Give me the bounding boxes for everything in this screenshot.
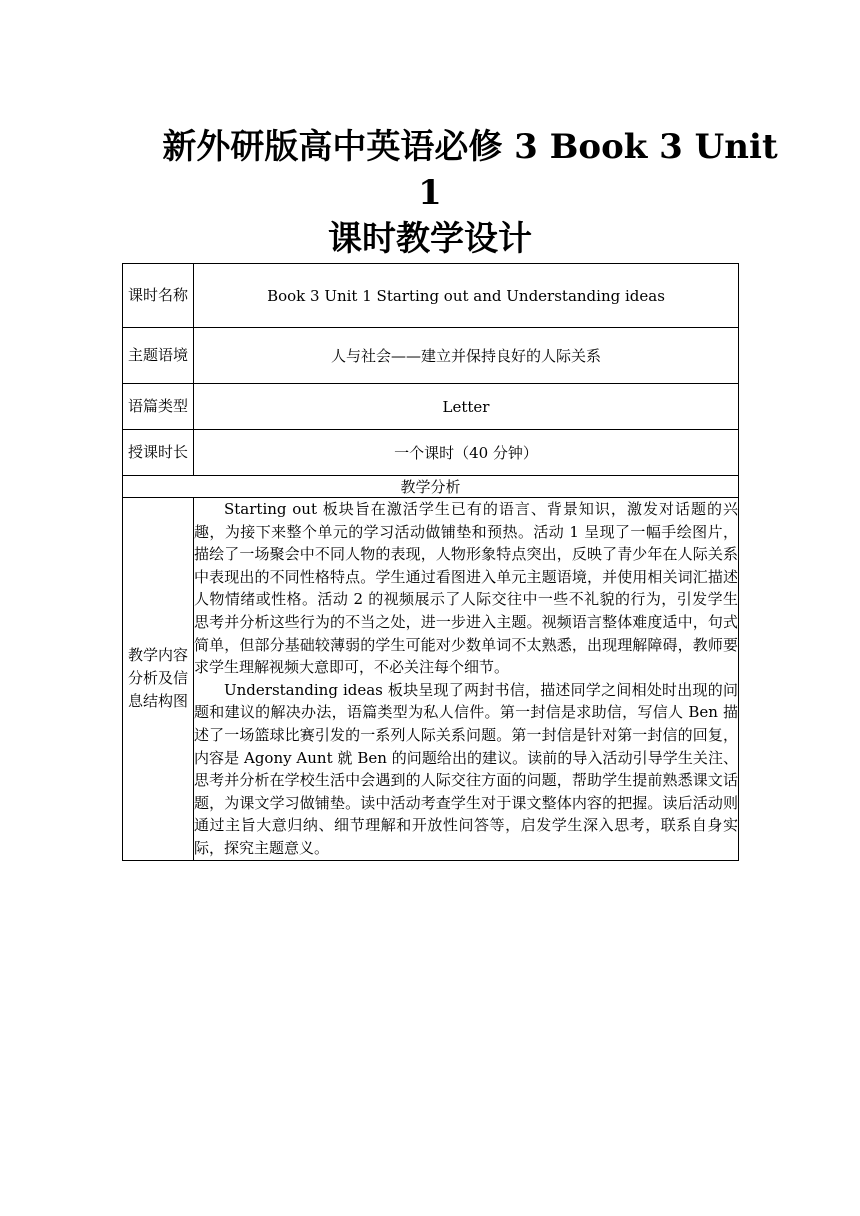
table-row-text-type [123,384,739,430]
table-row-theme-context [123,328,739,384]
analysis-label: 教学内容分析及信息结构图 [123,498,194,861]
row-value-lesson-name: Book 3 Unit 1 Starting out and Understanding ideas [194,264,739,328]
title-line-1: 新外研版高中英语必修 3 Book 3 Unit [162,127,778,167]
table-row-analysis [123,498,739,861]
table-row-duration [123,430,739,476]
row-value-theme-context: 人与社会——建立并保持良好的人际关系 [194,328,739,384]
row-label-theme-context: 主题语境 [123,328,194,384]
table-row-lesson-name [123,264,739,328]
title-line-2: 1 [418,173,442,213]
row-value-duration: 一个课时（40 分钟） [194,430,739,476]
document-title [122,124,778,262]
table-row-section-header [123,476,739,498]
row-label-duration: 授课时长 [123,430,194,476]
title-line-3: 课时教学设计 [328,219,532,259]
row-value-text-type: Letter [194,384,739,430]
section-header-teaching-analysis: 教学分析 [123,476,739,498]
analysis-paragraph-starting-out: Starting out 板块旨在激活学生已有的语言、背景知识，激发对话题的兴趣，为接下来整个单元的学习活动做铺垫和预热。活动 1 呈现了一幅手绘图片，描绘了一场聚会中不同人物的表现，人物形象特点突出，反映了青少年在人际关系中表现出的不同性格特点。学生通过看图进入单元主题语境，并使用相关词汇描述人物情绪或性格。活动 2 的视频展示了人际交往中一些不礼貌的行为，引发学生思考并分析这些行为的不当之处，进一步进入主题。视频语言整体难度适中，句式简单，但部分基础较薄弱的学生可能对少数单词不太熟悉，出现理解障碍，教师要求学生理解视频大意即可，不必关注每个细节。 [194,500,738,677]
row-label-text-type: 语篇类型 [123,384,194,430]
analysis-content [194,498,739,861]
analysis-paragraph-understanding-ideas: Understanding ideas 板块呈现了两封书信，描述同学之间相处时出现的问题和建议的解决办法，语篇类型为私人信件。第一封信是求助信，写信人 Ben 描述了一场篮球比赛引发的一系列人际关系问题。第一封信是针对第一封信的回复，内容是 Agony Aunt 就 Ben 的问题给出的建议。读前的导入活动引导学生关注、思考并分析在学校生活中会遇到的人际交往方面的问题，帮助学生提前熟悉课文话题，为课文学习做铺垫。读中活动考查学生对于课文整体内容的把握。读后活动则通过主旨大意归纳、细节理解和开放性问答等，启发学生深入思考，联系自身实际，探究主题意义。 [194,680,738,857]
lesson-design-table [122,263,739,861]
row-label-lesson-name: 课时名称 [123,264,194,328]
